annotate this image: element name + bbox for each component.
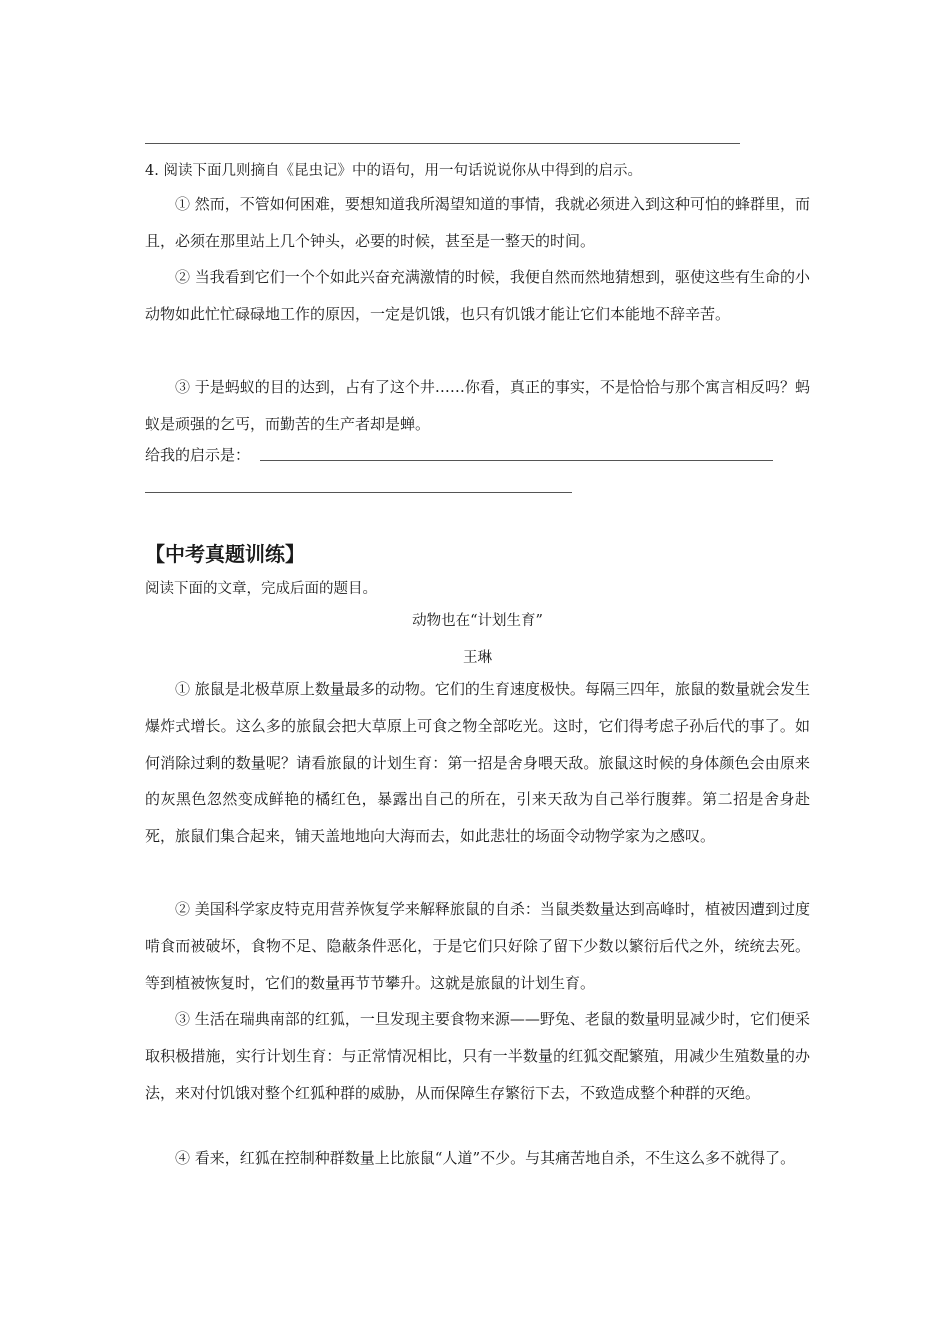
answer-label: 给我的启示是：: [145, 446, 251, 464]
article-paragraph-3: ③ 生活在瑞典南部的红狐，一旦发现主要食物来源——野兔、老鼠的数量明显减少时，它们便采取积极措施，实行计划生育：与正常情况相比，只有一半数量的红狐交配繁殖，用减少生殖数量的办法，来对付饥饿对整个红狐种群的威胁，从而保障生存繁衍下去，不致造成整个种群的灭绝。: [145, 1010, 810, 1102]
article-title: 动物也在“计划生育”: [412, 613, 543, 629]
article-author: 王琳: [463, 650, 492, 666]
article-paragraph-4: ④ 看来，红狐在控制种群数量上比旅鼠“人道”不少。与其痛苦地自杀，不生这么多不就得了。: [175, 1149, 796, 1167]
quote-paragraph-2: ② 当我看到它们一个个如此兴奋充满激情的时候，我便自然而然地猜想到，驱使这些有生命的小动物如此忙忙碌碌地工作的原因，一定是饥饿，也只有饥饿才能让它们本能地不辞辛苦。: [145, 268, 810, 323]
quote-paragraph-1: ① 然而，不管如何困难，要想知道我所渴望知道的事情，我就必须进入到这种可怕的蜂群里，而且，必须在那里站上几个钟头，必要的时候，甚至是一整天的时间。: [145, 195, 810, 250]
answer-line-top: [145, 143, 740, 144]
reading-instruction: 阅读下面的文章，完成后面的题目。: [145, 581, 377, 597]
answer-line-2[interactable]: [145, 492, 572, 493]
quote-paragraph-3: ③ 于是蚂蚁的目的达到，占有了这个井……你看，真正的事实，不是恰恰与那个寓言相反吗？蚂蚁是顽强的乞丐，而勤苦的生产者却是蝉。: [145, 378, 810, 433]
section-title: 【中考真题训练】: [145, 542, 305, 566]
answer-line-1[interactable]: [260, 460, 773, 461]
question-4-title: 4. 阅读下面几则摘自《昆虫记》中的语句，用一句话说说你从中得到的启示。: [145, 163, 642, 179]
article-paragraph-2: ② 美国科学家皮特克用营养恢复学来解释旅鼠的自杀：当鼠类数量达到高峰时，植被因遭到过度啃食而被破坏，食物不足、隐蔽条件恶化，于是它们只好除了留下少数以繁衍后代之外，统统去死。等到植被恢复时，它们的数量再节节攀升。这就是旅鼠的计划生育。: [145, 900, 810, 992]
article-paragraph-1: ① 旅鼠是北极草原上数量最多的动物。它们的生育速度极快。每隔三四年，旅鼠的数量就会发生爆炸式增长。这么多的旅鼠会把大草原上可食之物全部吃光。这时，它们得考虑子孙后代的事了。如何消除过剩的数量呢？请看旅鼠的计划生育：第一招是舍身喂天敌。旅鼠这时候的身体颜色会由原来的灰黑色忽然变成鲜艳的橘红色，暴露出自己的所在，引来天敌为自己举行腹葬。第二招是舍身赴死，旅鼠们集合起来，铺天盖地地向大海而去，如此悲壮的场面令动物学家为之感叹。: [145, 680, 810, 846]
